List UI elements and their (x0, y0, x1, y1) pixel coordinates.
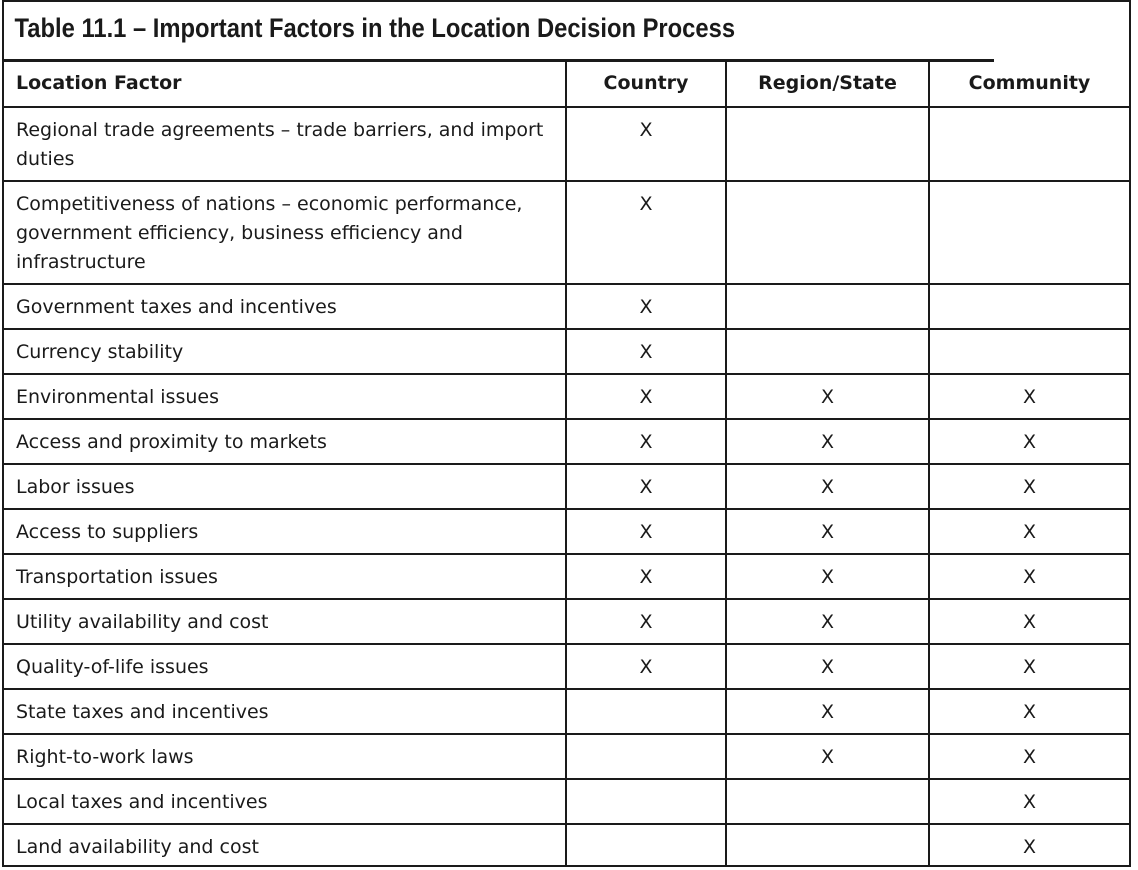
region-cell: X (726, 689, 929, 734)
country-cell (566, 779, 726, 824)
factor-cell: Right-to-work laws (4, 734, 566, 779)
table-row (4, 644, 1129, 689)
region-cell: X (726, 644, 929, 689)
table-row (4, 734, 1129, 779)
table-row (4, 181, 1129, 284)
country-cell: X (566, 464, 726, 509)
region-cell: X (726, 554, 929, 599)
header-location-factor: Location Factor (4, 62, 566, 107)
region-cell (726, 107, 929, 181)
factor-cell: Regional trade agreements – trade barriers, and import duties (4, 107, 566, 181)
community-cell: X (929, 689, 1129, 734)
community-cell: X (929, 824, 1129, 867)
table-row (4, 329, 1129, 374)
table-row (4, 464, 1129, 509)
community-cell (929, 107, 1129, 181)
community-cell: X (929, 464, 1129, 509)
factor-cell: Government taxes and incentives (4, 284, 566, 329)
factor-cell: Access and proximity to markets (4, 419, 566, 464)
region-cell: X (726, 374, 929, 419)
community-cell (929, 181, 1129, 284)
country-cell: X (566, 554, 726, 599)
community-cell: X (929, 644, 1129, 689)
factor-cell: Transportation issues (4, 554, 566, 599)
community-cell (929, 329, 1129, 374)
header-region-state: Region/State (726, 62, 929, 107)
community-cell: X (929, 374, 1129, 419)
region-cell: X (726, 464, 929, 509)
country-cell: X (566, 419, 726, 464)
community-cell: X (929, 419, 1129, 464)
header-row (4, 62, 1129, 107)
table-row (4, 509, 1129, 554)
country-cell: X (566, 509, 726, 554)
location-factors-table (4, 62, 1129, 867)
country-cell: X (566, 644, 726, 689)
country-cell: X (566, 374, 726, 419)
factor-cell: Quality-of-life issues (4, 644, 566, 689)
table-frame (2, 0, 1131, 867)
country-cell (566, 824, 726, 867)
table-row (4, 824, 1129, 867)
region-cell: X (726, 734, 929, 779)
region-cell: X (726, 599, 929, 644)
community-cell: X (929, 599, 1129, 644)
region-cell: X (726, 509, 929, 554)
region-cell (726, 181, 929, 284)
factor-cell: Land availability and cost (16, 836, 259, 858)
header-community: Community (929, 62, 1129, 107)
table-row (4, 599, 1129, 644)
community-cell (929, 284, 1129, 329)
factor-cell: Access to suppliers (4, 509, 566, 554)
table-row (4, 419, 1129, 464)
community-cell: X (929, 779, 1129, 824)
factor-cell: Local taxes and incentives (4, 779, 566, 824)
region-cell (726, 824, 929, 867)
table-row (4, 689, 1129, 734)
community-cell: X (929, 554, 1129, 599)
region-cell (726, 329, 929, 374)
country-cell: X (566, 329, 726, 374)
table-row (4, 779, 1129, 824)
factor-cell: Currency stability (4, 329, 566, 374)
region-cell (726, 779, 929, 824)
table-row (4, 374, 1129, 419)
region-cell: X (726, 419, 929, 464)
table-row (4, 107, 1129, 181)
factor-cell: Labor issues (4, 464, 566, 509)
table-row (4, 284, 1129, 329)
country-cell (566, 689, 726, 734)
country-cell: X (566, 599, 726, 644)
table-row (4, 554, 1129, 599)
country-cell (566, 734, 726, 779)
country-cell: X (566, 107, 726, 181)
factor-cell: Utility availability and cost (4, 599, 566, 644)
community-cell: X (929, 509, 1129, 554)
factor-cell: Environmental issues (4, 374, 566, 419)
country-cell: X (566, 181, 726, 284)
factor-cell: State taxes and incentives (4, 689, 566, 734)
region-cell (726, 284, 929, 329)
community-cell: X (929, 734, 1129, 779)
header-country: Country (566, 62, 726, 107)
table-title: Table 11.1 – Important Factors in the Location Decision Process (4, 2, 994, 62)
country-cell: X (566, 284, 726, 329)
factor-cell: Competitiveness of nations – economic performance, government efficiency, business efficiency and infrastructure (4, 181, 566, 284)
